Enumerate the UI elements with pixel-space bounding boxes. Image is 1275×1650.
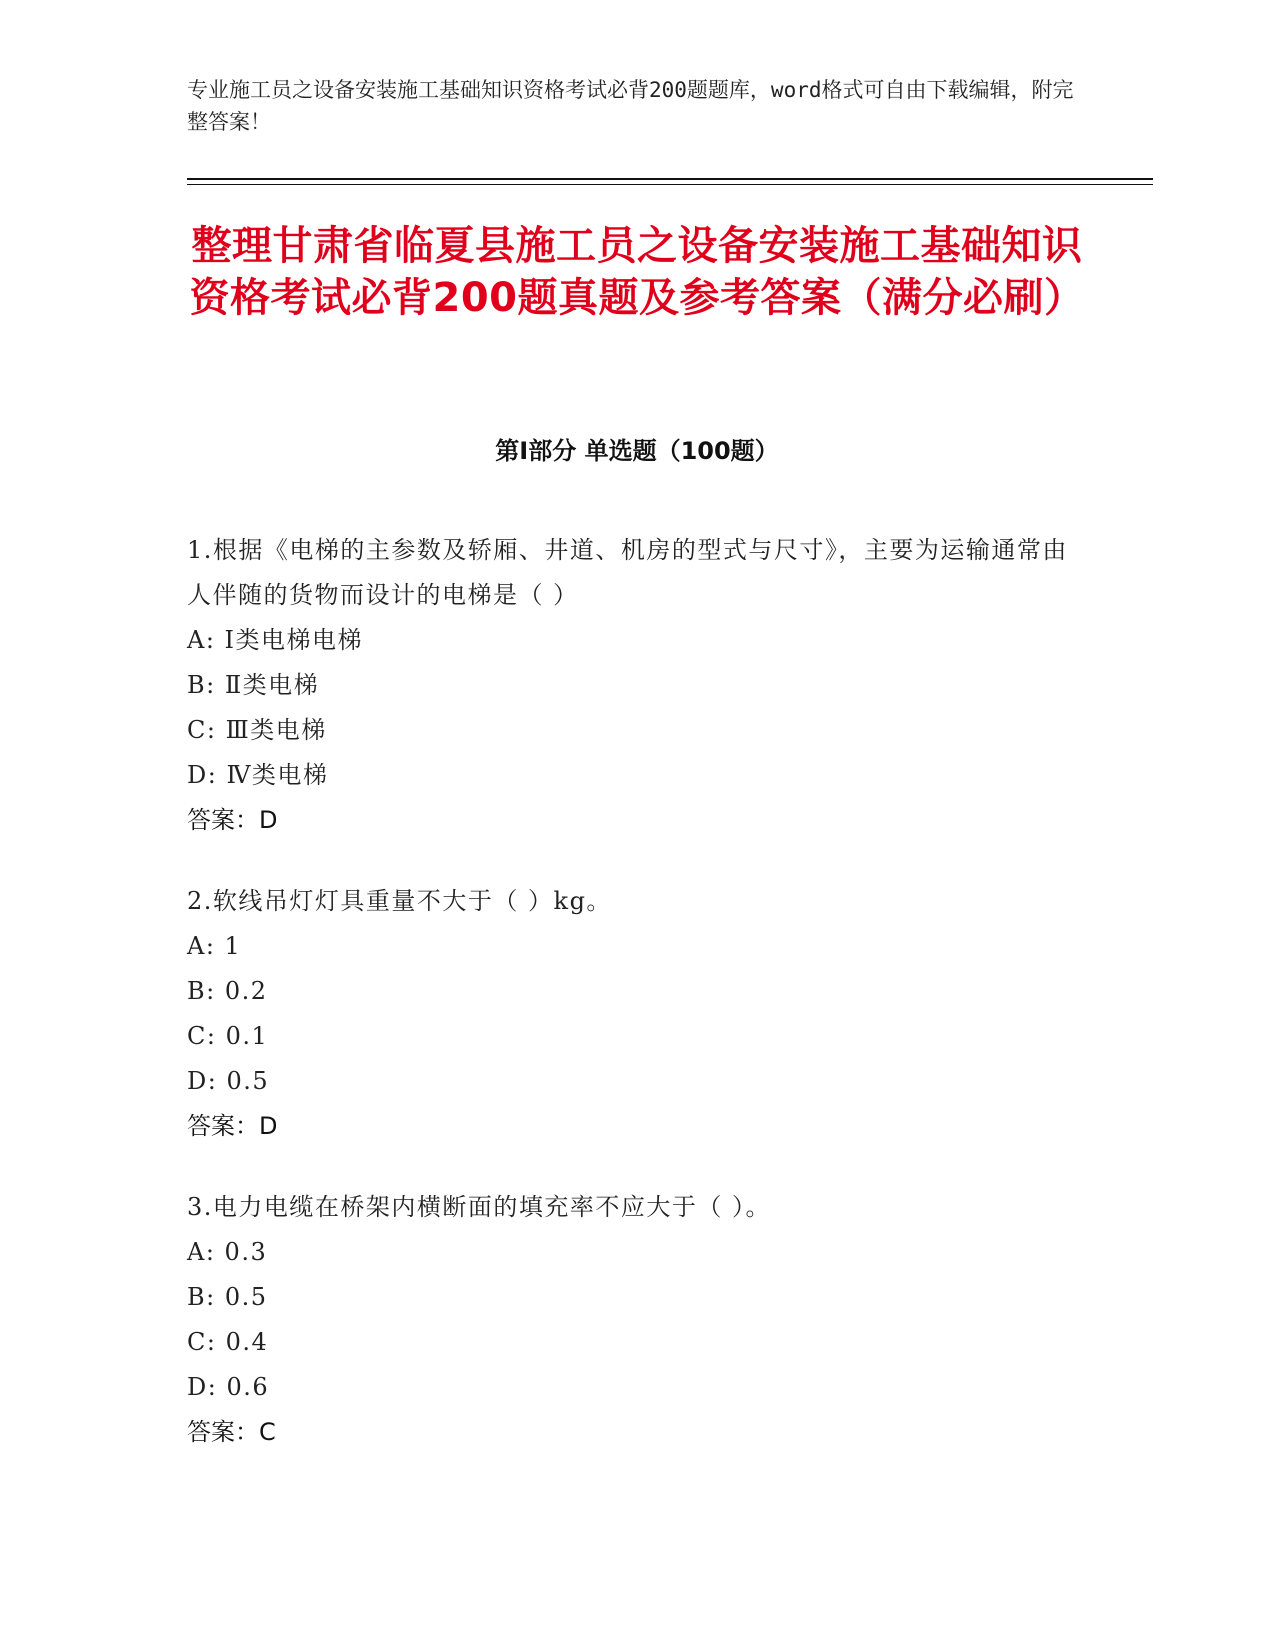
option-a: A: 0.3: [187, 1238, 268, 1266]
header-rule-thick: [187, 178, 1153, 180]
option-d: D: 0.5: [187, 1067, 270, 1095]
question-2: [187, 879, 1087, 1149]
question-stem: 3.电力电缆在桥架内横断面的填充率不应大于（ ）。: [187, 1193, 772, 1221]
header-rule-thin: [187, 184, 1153, 185]
question-1: [187, 528, 1087, 843]
question-3: [187, 1185, 1087, 1455]
document-title: 整理甘肃省临夏县施工员之设备安装施工基础知识资格考试必背200题真题及参考答案（满分必刷）: [189, 223, 1085, 321]
option-d: D: Ⅳ类电梯: [187, 761, 329, 789]
option-d: D: 0.6: [187, 1373, 270, 1401]
option-c: C: 0.1: [187, 1022, 269, 1050]
option-a: A: 1: [187, 932, 242, 960]
question-list: [187, 528, 1087, 1491]
question-stem: 2.软线吊灯灯具重量不大于（ ）kg。: [187, 887, 612, 915]
option-b: B: Ⅱ类电梯: [187, 671, 320, 699]
header-note: 专业施工员之设备安装施工基础知识资格考试必背200题题库，word格式可自由下载编辑，附完整答案！: [187, 78, 1074, 134]
answer: 答案：D: [187, 806, 278, 834]
option-c: C: 0.4: [187, 1328, 269, 1356]
option-c: C: Ⅲ类电梯: [187, 716, 327, 744]
answer: 答案：D: [187, 1112, 278, 1140]
option-b: B: 0.2: [187, 977, 268, 1005]
answer: 答案：C: [187, 1418, 276, 1446]
question-stem: 1.根据《电梯的主参数及轿厢、井道、机房的型式与尺寸》，主要为运输通常由人伴随的货物而设计的电梯是（ ）: [187, 536, 1068, 609]
option-b: B: 0.5: [187, 1283, 268, 1311]
option-a: A: Ⅰ类电梯电梯: [187, 626, 364, 654]
section-heading: 第Ⅰ部分 单选题（100题）: [495, 437, 779, 465]
